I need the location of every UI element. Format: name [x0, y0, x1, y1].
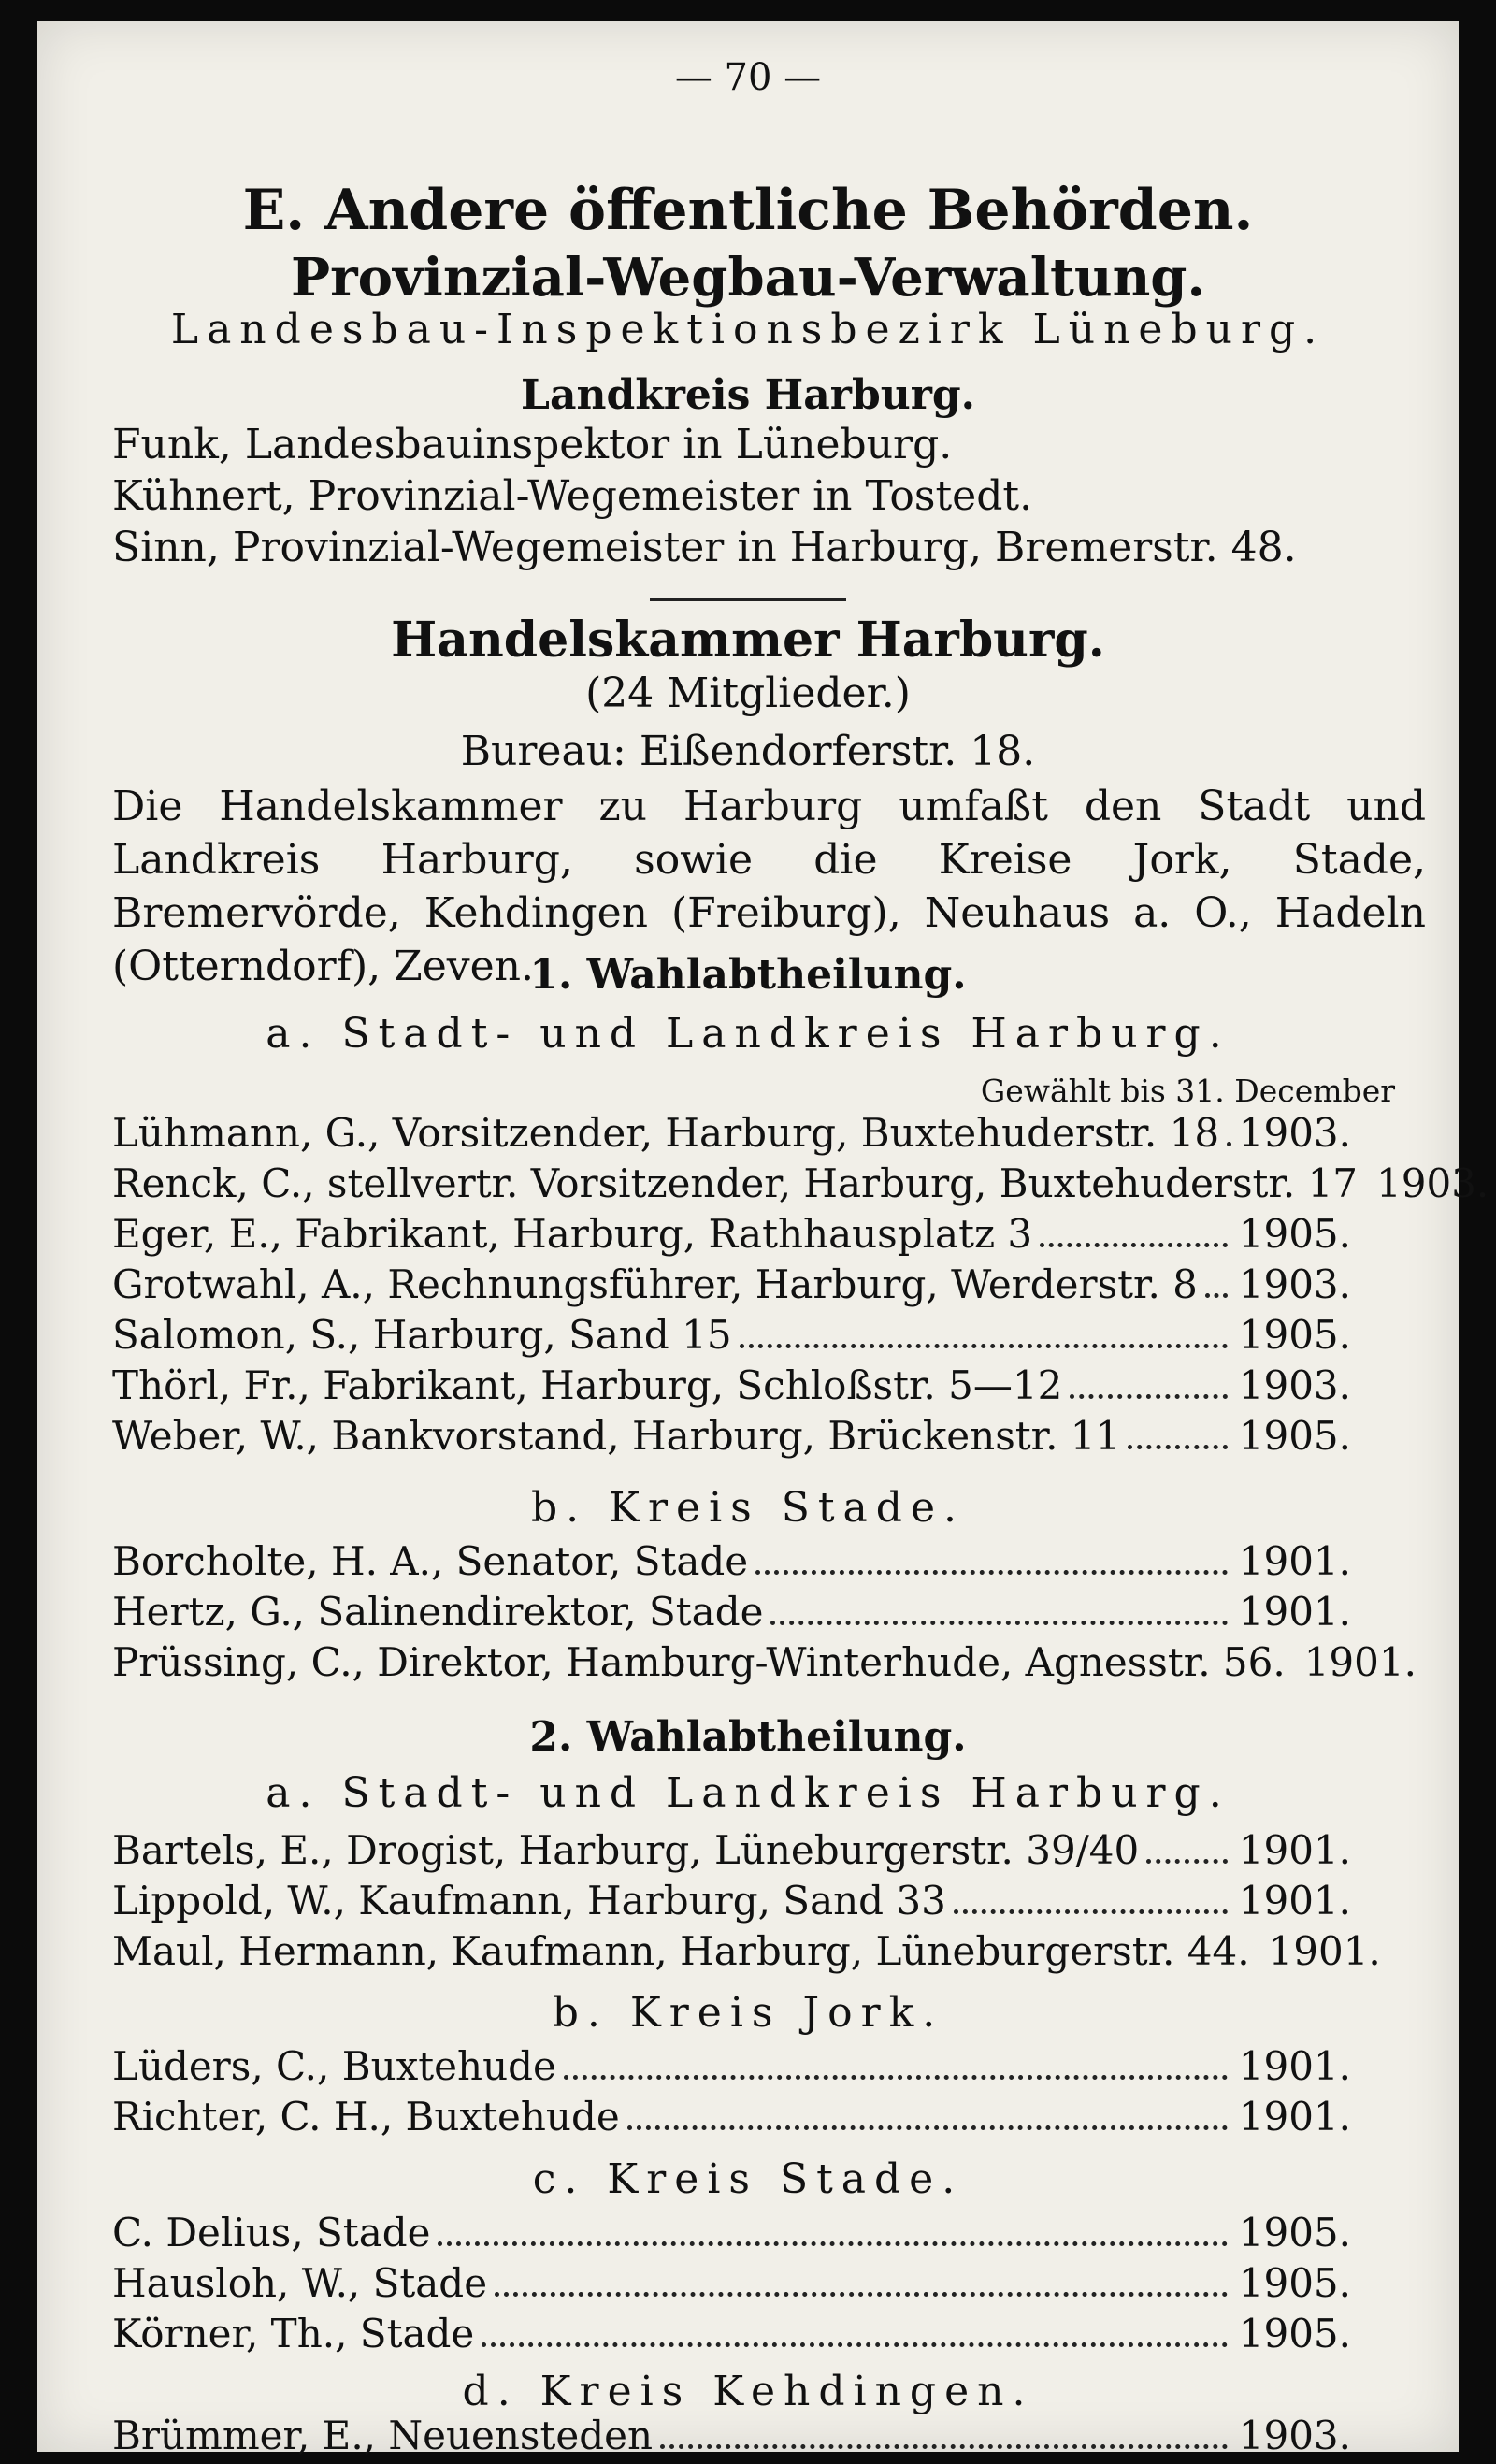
- member-row: [112, 2094, 1351, 2140]
- leader-dots: [1227, 1142, 1228, 1146]
- chamber-description: Die Handelskammer zu Harburg umfaßt den Stadt und Landkreis Harburg, sowie die Kreise Jork, Stade, Bremervörde, Kehdingen (Freiburg), Neuhaus a. O., Hadeln (Otterndorf), Zeven.: [112, 783, 1426, 990]
- district-heading: Landesbau-Inspektionsbezirk Lüneburg.: [170, 306, 1326, 353]
- member-row: [112, 1160, 1489, 1206]
- member-name: Renck, C., stellvertr. Vorsitzender, Harburg, Buxtehuderstr. 17: [112, 1160, 1359, 1206]
- section-2-title: 2. Wahlabtheilung.: [529, 1713, 967, 1761]
- section-2a-title: a. Stadt- und Landkreis Harburg.: [266, 1769, 1230, 1817]
- member-year: 1905.: [1238, 2260, 1351, 2306]
- member-year: 1901.: [1238, 1589, 1351, 1635]
- section-2d-title: d. Kreis Kehdingen.: [462, 2368, 1034, 2415]
- leader-dots: [627, 2125, 1228, 2130]
- member-name: Thörl, Fr., Fabrikant, Harburg, Schloßstr. 5—12: [112, 1362, 1063, 1408]
- member-year: 1905.: [1238, 1312, 1351, 1358]
- member-year: 1901.: [1238, 2043, 1351, 2089]
- member-row: [112, 2043, 1351, 2089]
- member-year: 1905.: [1238, 2210, 1351, 2255]
- member-year: 1901.: [1268, 1928, 1381, 1974]
- page-number: — 70 —: [674, 56, 822, 99]
- section-2c-title: c. Kreis Stade.: [532, 2155, 964, 2203]
- member-row: [112, 1312, 1351, 1358]
- member-row: [112, 2413, 1351, 2458]
- member-year: 1903.: [1238, 1261, 1351, 1307]
- leader-dots: [740, 1344, 1228, 1348]
- leader-dots: [1128, 1445, 1228, 1449]
- member-row: [112, 1589, 1351, 1635]
- subheading: Provinzial-Wegbau-Verwaltung.: [291, 247, 1205, 309]
- member-row: [112, 1413, 1351, 1459]
- member-row: [112, 2260, 1351, 2306]
- official-entry: Sinn, Provinzial-Wegemeister in Harburg, Bremerstr. 48.: [112, 524, 1297, 571]
- section-1a-title: a. Stadt- und Landkreis Harburg.: [266, 1010, 1230, 1058]
- member-row: [112, 1110, 1351, 1156]
- member-year: 1903.: [1238, 1110, 1351, 1156]
- leader-dots: [1205, 1293, 1228, 1298]
- member-name: Richter, C. H., Buxtehude: [112, 2094, 620, 2140]
- member-name: Bartels, E., Drogist, Harburg, Lüneburgerstr. 39/40: [112, 1827, 1140, 1873]
- member-name: Weber, W., Bankvorstand, Harburg, Brückenstr. 11: [112, 1413, 1121, 1459]
- member-row: [112, 1878, 1351, 1924]
- member-year: 1903.: [1238, 2413, 1351, 2458]
- section-2b-title: b. Kreis Jork.: [552, 1989, 944, 2037]
- member-name: Borcholte, H. A., Senator, Stade: [112, 1538, 749, 1584]
- member-year: 1901.: [1238, 2094, 1351, 2140]
- member-name: Grotwahl, A., Rechnungsführer, Harburg, Werderstr. 8: [112, 1261, 1198, 1307]
- member-name: C. Delius, Stade: [112, 2210, 431, 2255]
- chamber-bureau: Bureau: Eißendorferstr. 18.: [460, 728, 1036, 775]
- leader-dots: [495, 2292, 1228, 2297]
- member-row: [112, 1639, 1417, 1685]
- member-year: 1901.: [1303, 1639, 1417, 1685]
- member-year: 1901.: [1238, 1827, 1351, 1873]
- member-year: 1905.: [1238, 1413, 1351, 1459]
- member-year: 1901.: [1238, 1538, 1351, 1584]
- member-row: [112, 1827, 1351, 1873]
- column-header: Gewählt bis 31. December: [980, 1073, 1395, 1109]
- member-year: 1903.: [1238, 1362, 1351, 1408]
- chamber-members: (24 Mitglieder.): [585, 670, 911, 717]
- member-row: [112, 1928, 1381, 1974]
- leader-dots: [770, 1621, 1227, 1625]
- leader-dots: [1146, 1859, 1227, 1864]
- section-1b-title: b. Kreis Stade.: [531, 1484, 965, 1532]
- section-1-title: 1. Wahlabtheilung.: [529, 951, 967, 999]
- member-year: 1905.: [1238, 1211, 1351, 1257]
- county-heading: Landkreis Harburg.: [521, 371, 975, 419]
- member-name: Eger, E., Fabrikant, Harburg, Rathhausplatz 3: [112, 1211, 1033, 1257]
- official-entry: Funk, Landesbauinspektor in Lüneburg.: [112, 421, 953, 468]
- leader-dots: [954, 1909, 1228, 1914]
- member-name: Lüders, C., Buxtehude: [112, 2043, 556, 2089]
- member-year: 1901.: [1238, 1878, 1351, 1924]
- member-name: Salomon, S., Harburg, Sand 15: [112, 1312, 732, 1358]
- member-row: [112, 1261, 1351, 1307]
- leader-dots: [755, 1570, 1228, 1575]
- member-year: 1905.: [1238, 2311, 1351, 2356]
- leader-dots: [660, 2444, 1228, 2449]
- leader-dots: [1070, 1394, 1227, 1399]
- document-page: [37, 21, 1489, 2458]
- member-name: Brümmer, E., Neuensteden: [112, 2413, 654, 2458]
- leader-dots: [1040, 1243, 1228, 1247]
- leader-dots: [438, 2241, 1227, 2246]
- section-heading: E. Andere öffentliche Behörden.: [242, 178, 1254, 243]
- divider: [650, 598, 846, 601]
- leader-dots: [564, 2075, 1228, 2080]
- member-name: Prüssing, C., Direktor, Hamburg-Winterhude, Agnesstr. 56.: [112, 1639, 1286, 1685]
- member-name: Hertz, G., Salinendirektor, Stade: [112, 1589, 764, 1635]
- member-name: Lippold, W., Kaufmann, Harburg, Sand 33: [112, 1878, 946, 1924]
- member-row: [112, 2311, 1351, 2356]
- member-name: Hausloh, W., Stade: [112, 2260, 488, 2306]
- member-row: [112, 1211, 1351, 1257]
- chamber-title: Handelskammer Harburg.: [391, 612, 1105, 669]
- member-row: [112, 1362, 1351, 1408]
- official-entry: Kühnert, Provinzial-Wegemeister in Tostedt.: [112, 472, 1033, 520]
- member-row: [112, 2210, 1351, 2255]
- member-row: [112, 1538, 1351, 1584]
- member-year: 1903.: [1376, 1160, 1489, 1206]
- leader-dots: [482, 2342, 1228, 2347]
- member-name: Maul, Hermann, Kaufmann, Harburg, Lüneburgerstr. 44.: [112, 1928, 1250, 1974]
- member-name: Lühmann, G., Vorsitzender, Harburg, Buxtehuderstr. 18: [112, 1110, 1220, 1156]
- member-name: Körner, Th., Stade: [112, 2311, 475, 2356]
